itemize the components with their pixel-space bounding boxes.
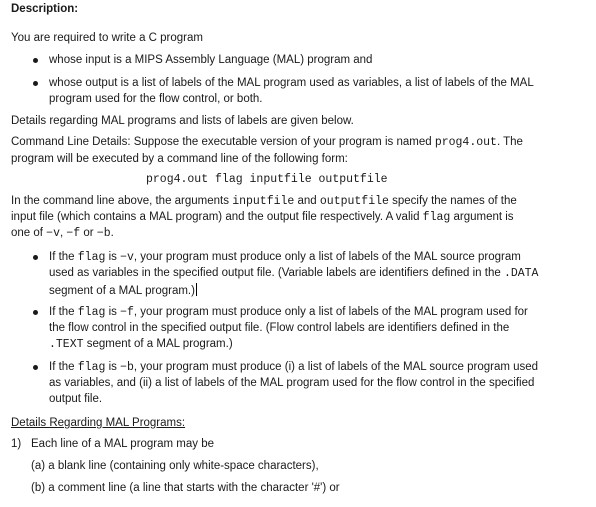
flag-v-line2: used as variables in the specified output file. (Variable labels are identifiers defined in the .DATA	[49, 267, 539, 280]
requirement-output-line1: whose output is a list of labels of the MAL program used as variables, a list of labels of the MAL	[49, 77, 534, 89]
details-intro: Details regarding MAL programs and lists of labels are given below.	[11, 115, 354, 127]
args-para-3: one of −v, −f or −b.	[11, 227, 114, 240]
flag-v-line1: If the flag is −v, your program must produce only a list of labels of the MAL source program	[49, 251, 521, 264]
bullet-icon	[33, 58, 38, 63]
item-1-number: 1)	[11, 438, 22, 450]
mal-details-heading: Details Regarding MAL Programs:	[11, 417, 186, 429]
flag-b-line2: as variables, and (ii) a list of labels of the MAL program used for the flow control in the specified	[49, 377, 535, 389]
flag-f-line2: the flow control in the specified output file. (Flow control labels are identifiers defined in the	[49, 322, 510, 334]
command-line-details-1: Command Line Details: Suppose the executable version of your program is named prog4.out. The	[11, 136, 523, 149]
bullet-icon	[33, 255, 38, 260]
bullet-icon	[33, 81, 38, 86]
bullet-icon	[33, 365, 38, 370]
requirement-output-line2: program used for the flow control, or both.	[49, 93, 263, 105]
text-cursor	[196, 283, 197, 296]
requirement-input: whose input is a MIPS Assembly Language (MAL) program and	[49, 54, 373, 66]
flag-b-line1: If the flag is −b, your program must produce (i) a list of labels of the MAL source program used	[49, 361, 539, 374]
item-1-text: Each line of a MAL program may be	[31, 438, 215, 450]
command-example: prog4.out flag inputfile outputfile	[146, 173, 388, 186]
flag-f-line1: If the flag is −f, your program must produce only a list of labels of the MAL program used for	[49, 306, 528, 319]
bullet-icon	[33, 310, 38, 315]
flag-v-line3[interactable]: segment of a MAL program.)	[49, 285, 195, 297]
sub-item-a: (a) a blank line (containing only white-space characters),	[31, 460, 319, 472]
description-heading: Description:	[11, 3, 79, 15]
flag-f-line3: .TEXT segment of a MAL program.)	[49, 338, 233, 351]
flag-b-line3: output file.	[49, 393, 103, 405]
sub-item-b: (b) a comment line (a line that starts with the character '#') or	[31, 482, 340, 494]
intro-text: You are required to write a C program	[11, 32, 203, 44]
args-para-1: In the command line above, the arguments inputfile and outputfile specify the names of the	[11, 195, 517, 208]
command-line-details-2: program will be executed by a command line of the following form:	[11, 153, 348, 165]
args-para-2: input file (which contains a MAL program) and the output file respectively. A valid flag argument is	[11, 211, 514, 224]
